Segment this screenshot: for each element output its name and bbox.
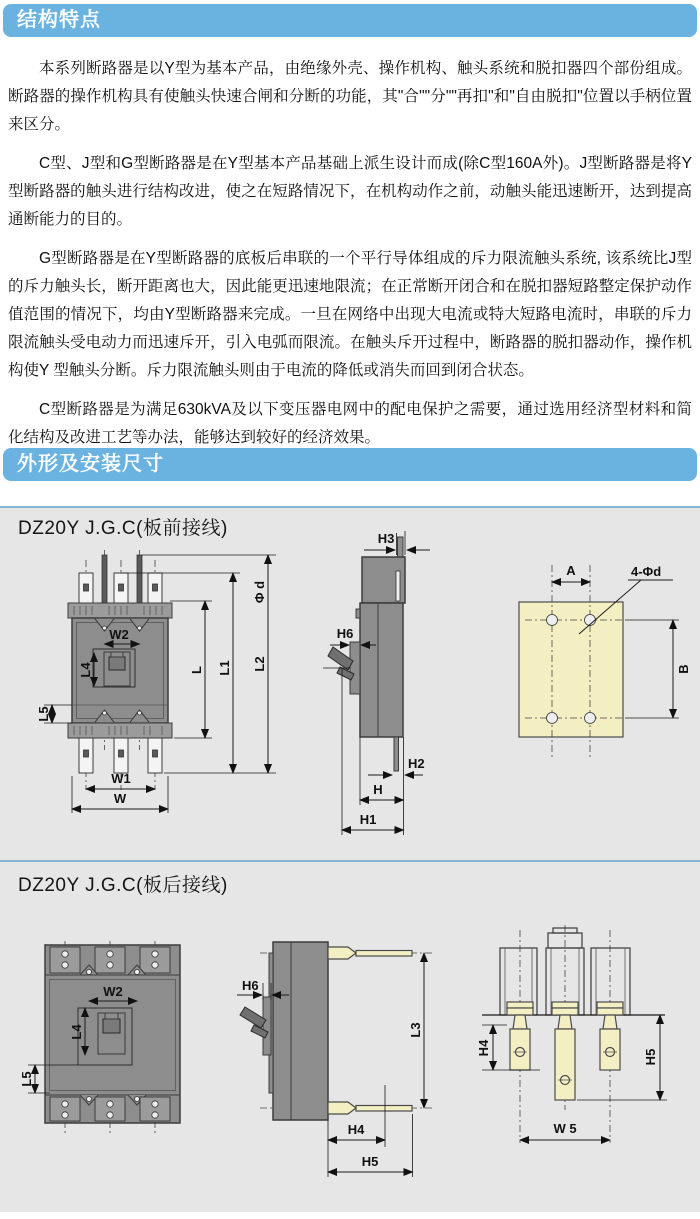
dim-label-w5: W 5 [553, 1121, 577, 1136]
dim-label-h6: H6 [336, 626, 354, 641]
dim-label-h2: H2 [408, 756, 425, 771]
front-wiring-front-view [30, 540, 290, 850]
dim-label-l4: L4 [69, 1024, 84, 1040]
rear-wiring-front-view [20, 935, 245, 1150]
section-header-dimensions [3, 448, 697, 481]
dim-label-w2: W2 [103, 984, 123, 999]
dim-label-h6: H6 [242, 978, 259, 993]
dim-label-phi-d: Φ d [252, 580, 267, 604]
dim-label-4-phi-d: 4-Φd [631, 564, 662, 579]
paragraph: G型断路器是在Y型断路器的底板后串联的一个平行导体组成的斥力限流触头系统, 该系统比J型的斥力触头长，断开距离也大，因此能更迅速地限流；在正常断开闭合和在脱扣器短路整定保护动作值范围的情况下，均由Y型断路器来完成。一旦在网络中出现大电流或特大短路电流时，串联的斥力限流触头受电动力而迅速斥开，引入电弧而限流。在触头斥开过程中，断路器的脱扣器动作，操作机构使Y 型触头分断。斥力限流触头则由于电流的降低或消失而回到闭合状态。 [8, 250, 692, 379]
dim-label-h4: H4 [347, 1122, 365, 1137]
paragraph: C型断路器是为满足630kVA及以下变压器电网中的配电保护之需要，通过选用经济型材料和简化结构及改进工艺等办法，能够达到较好的经济效果。 [8, 401, 692, 446]
rear-wiring-side-view [235, 925, 450, 1215]
section-title: 结构特点 [17, 9, 101, 31]
dim-label-b: B [676, 664, 691, 674]
paragraph: 本系列断路器是以Y型为基本产品，由绝缘外壳、操作机构、触头系统和脱扣器四个部份组成。断路器的操作机构具有使触头快速合闸和分断的功能，其"合""分""再扣"和"自由脱扣"位置以手柄位置来区分。 [8, 60, 692, 133]
section-title: 外形及安装尺寸 [17, 453, 164, 475]
dim-label-l3: L3 [408, 1022, 423, 1038]
dim-label-l5: L5 [19, 1071, 34, 1087]
dim-label-w: W [113, 791, 127, 806]
paragraph: C型、J型和G型断路器是在Y型基本产品基础上派生设计而成(除C型160A外)。J型断路器是将Y型断路器的触头进行结构改进，使之在短路情况下，在机构动作之前，动触头能迅速断开，达到提高通断能力的目的。 [8, 155, 692, 228]
features-text [8, 44, 692, 452]
dim-label-l: L [189, 666, 204, 674]
dim-label-h5: H5 [361, 1154, 379, 1169]
dim-label-l4: L4 [78, 662, 93, 678]
dim-label-l2: L2 [252, 656, 267, 672]
front-wiring-side-view [320, 525, 470, 855]
dim-label-h5: H5 [643, 1048, 658, 1066]
dim-label-l1: L1 [217, 660, 232, 676]
dim-label-h3: H3 [377, 531, 395, 546]
rear-wiring-rear-view [465, 925, 700, 1170]
dim-label-a: A [566, 563, 576, 578]
dim-label-w2: W2 [109, 627, 129, 642]
section-header-features [3, 4, 697, 37]
dim-label-w1: W1 [111, 771, 131, 786]
dim-label-h1: H1 [359, 812, 377, 827]
diagram-title-rear-wiring: DZ20Y J.G.C(板后接线) [18, 875, 228, 896]
diagram-title-front-wiring: DZ20Y J.G.C(板前接线) [18, 518, 228, 539]
dim-label-h4: H4 [476, 1039, 491, 1057]
dim-label-l5: L5 [36, 706, 51, 722]
dim-label-h: H [373, 782, 383, 797]
mounting-plate-view [495, 545, 700, 780]
